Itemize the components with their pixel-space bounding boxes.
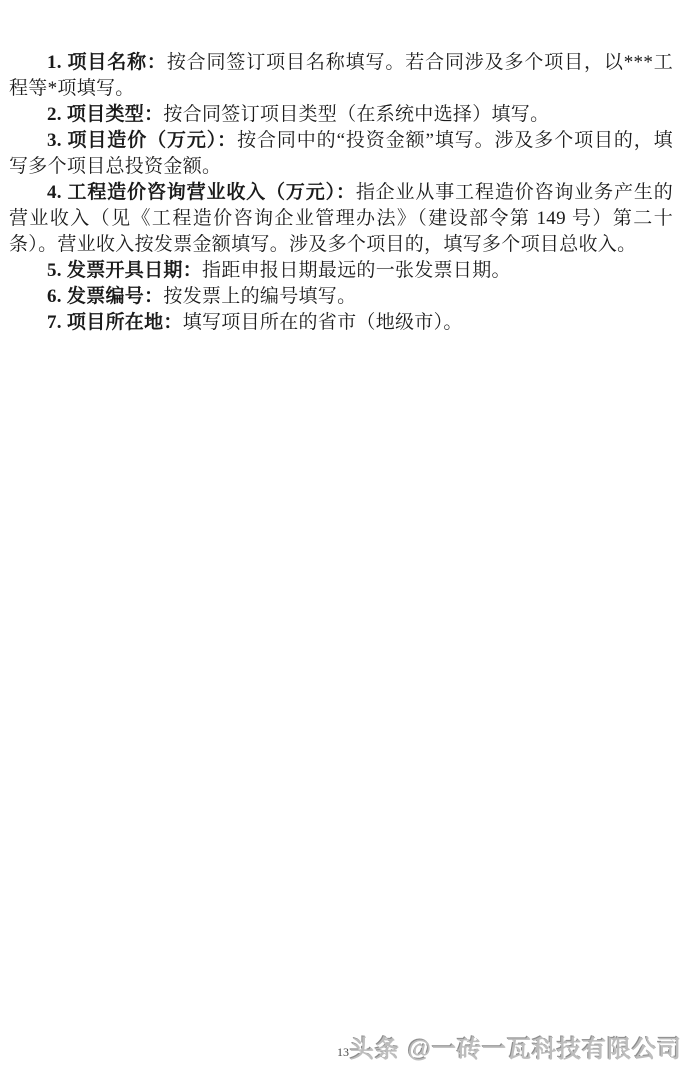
item-7-text: 填写项目所在的省市（地级市）。 bbox=[182, 312, 463, 333]
instruction-item-4 bbox=[9, 180, 673, 258]
item-2-text: 按合同签订项目类型（在系统中选择）填写。 bbox=[163, 104, 550, 125]
item-2-label: 2. 项目类型： bbox=[47, 104, 164, 125]
instructions-list bbox=[9, 50, 673, 336]
instruction-item-2 bbox=[9, 102, 673, 128]
instruction-item-5 bbox=[9, 258, 673, 284]
item-3-text: 按合同中的“投资金额”填写。涉及多个项目的，填写多个项目总投资金额。 bbox=[9, 130, 673, 177]
instruction-item-1 bbox=[9, 50, 673, 102]
item-4-label: 4. 工程造价咨询营业收入（万元）： bbox=[47, 182, 356, 203]
item-5-text: 指距申报日期最远的一张发票日期。 bbox=[202, 260, 511, 281]
item-1-label: 1. 项目名称： bbox=[47, 52, 167, 73]
instruction-item-6 bbox=[9, 284, 673, 310]
item-7-label: 7. 项目所在地： bbox=[47, 312, 183, 333]
item-6-text: 按发票上的编号填写。 bbox=[163, 286, 357, 307]
item-6-label: 6. 发票编号： bbox=[47, 286, 164, 307]
instruction-item-3 bbox=[9, 128, 673, 180]
item-1-text: 按合同签订项目名称填写。若合同涉及多个项目，以***工程等*项填写。 bbox=[9, 52, 674, 99]
page-number: 13 bbox=[337, 1045, 349, 1059]
item-4-text: 指企业从事工程造价咨询业务产生的营业收入（见《工程造价咨询企业管理办法》（建设部令第 149 号）第二十条）。营业收入按发票金额填写。涉及多个项目的，填写多个项目总收入。 bbox=[9, 182, 673, 255]
instruction-item-7 bbox=[9, 310, 673, 336]
item-5-label: 5. 发票开具日期： bbox=[47, 260, 203, 281]
watermark: 头条 @一砖一瓦科技有限公司 bbox=[349, 1036, 682, 1063]
item-3-label: 3. 项目造价（万元）： bbox=[47, 130, 238, 151]
